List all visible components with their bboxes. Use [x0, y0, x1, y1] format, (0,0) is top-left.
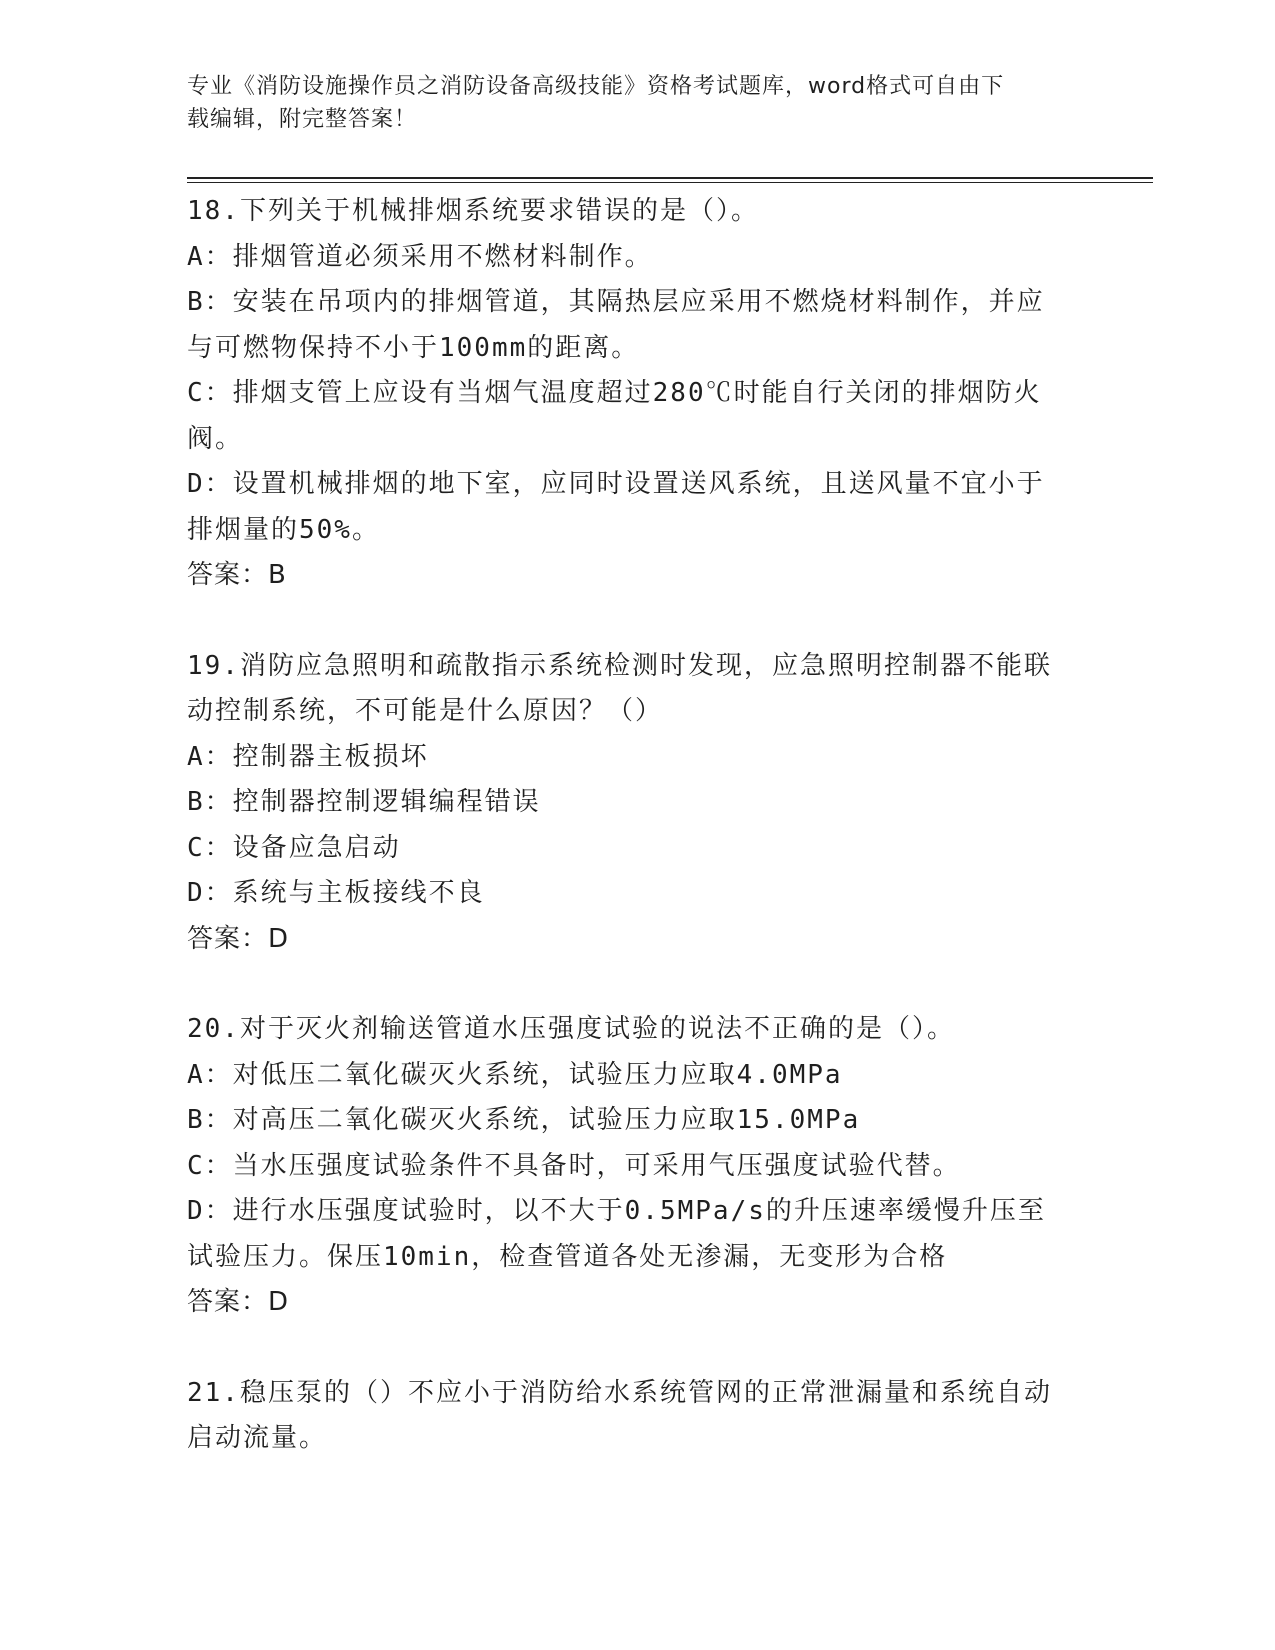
option-b: B：对高压二氧化碳灭火系统，试验压力应取15.0MPa [187, 1105, 861, 1135]
header-line-1: 专业《消防设施操作员之消防设备高级技能》资格考试题库，word格式可自由下 [187, 74, 1005, 99]
option-d: D：设置机械排烟的地下室，应同时设置送风系统，且送风量不宜小于 [187, 469, 1045, 499]
question-stem: 20.对于灭火剂输送管道水压强度试验的说法不正确的是（）。 [187, 1014, 955, 1044]
question-21 [187, 1371, 1092, 1462]
question-stem: 18.下列关于机械排烟系统要求错误的是（）。 [187, 196, 759, 226]
header-divider-thin [187, 182, 1153, 183]
question-stem-continued: 动控制系统，不可能是什么原因？（） [187, 696, 664, 726]
option-b-continued: 与可燃物保持不小于100mm的距离。 [187, 332, 640, 363]
question-stem: 19.消防应急照明和疏散指示系统检测时发现，应急照明控制器不能联 [187, 650, 1052, 681]
question-list [187, 189, 1092, 1507]
option-a: A：排烟管道必须采用不燃材料制作。 [187, 241, 653, 272]
header-line-2: 载编辑，附完整答案！ [187, 107, 418, 132]
header-divider-thick [187, 177, 1153, 179]
option-b: B：安装在吊项内的排烟管道，其隔热层应采用不燃烧材料制作，并应 [187, 287, 1045, 317]
answer: 答案：D [187, 923, 290, 954]
option-d: D：进行水压强度试验时，以不大于0.5MPa/s的升压速率缓慢升压至 [187, 1196, 1046, 1226]
question-stem: 21.稳压泵的（）不应小于消防给水系统管网的正常泄漏量和系统自动 [187, 1377, 1052, 1408]
question-stem-continued: 启动流量。 [187, 1423, 328, 1453]
answer: 答案：D [187, 1287, 290, 1317]
option-c-continued: 阀。 [187, 423, 244, 454]
page-header [187, 70, 1067, 136]
answer: 答案：B [187, 560, 287, 590]
option-d-continued: 排烟量的50%。 [187, 514, 380, 545]
question-20 [187, 1007, 1092, 1326]
option-c: C：当水压强度试验条件不具备时，可采用气压强度试验代替。 [187, 1150, 961, 1181]
option-a: A：控制器主板损坏 [187, 741, 429, 772]
option-d: D：系统与主板接线不良 [187, 878, 485, 908]
question-19 [187, 644, 1092, 963]
option-c: C：设备应急启动 [187, 832, 401, 863]
option-d-continued: 试验压力。保压10min，检查管道各处无渗漏，无变形为合格 [187, 1241, 948, 1272]
question-18 [187, 189, 1092, 599]
option-b: B：控制器控制逻辑编程错误 [187, 787, 541, 817]
option-c: C：排烟支管上应设有当烟气温度超过280℃时能自行关闭的排烟防火 [187, 378, 1042, 408]
option-a: A：对低压二氧化碳灭火系统，试验压力应取4.0MPa [187, 1059, 843, 1090]
